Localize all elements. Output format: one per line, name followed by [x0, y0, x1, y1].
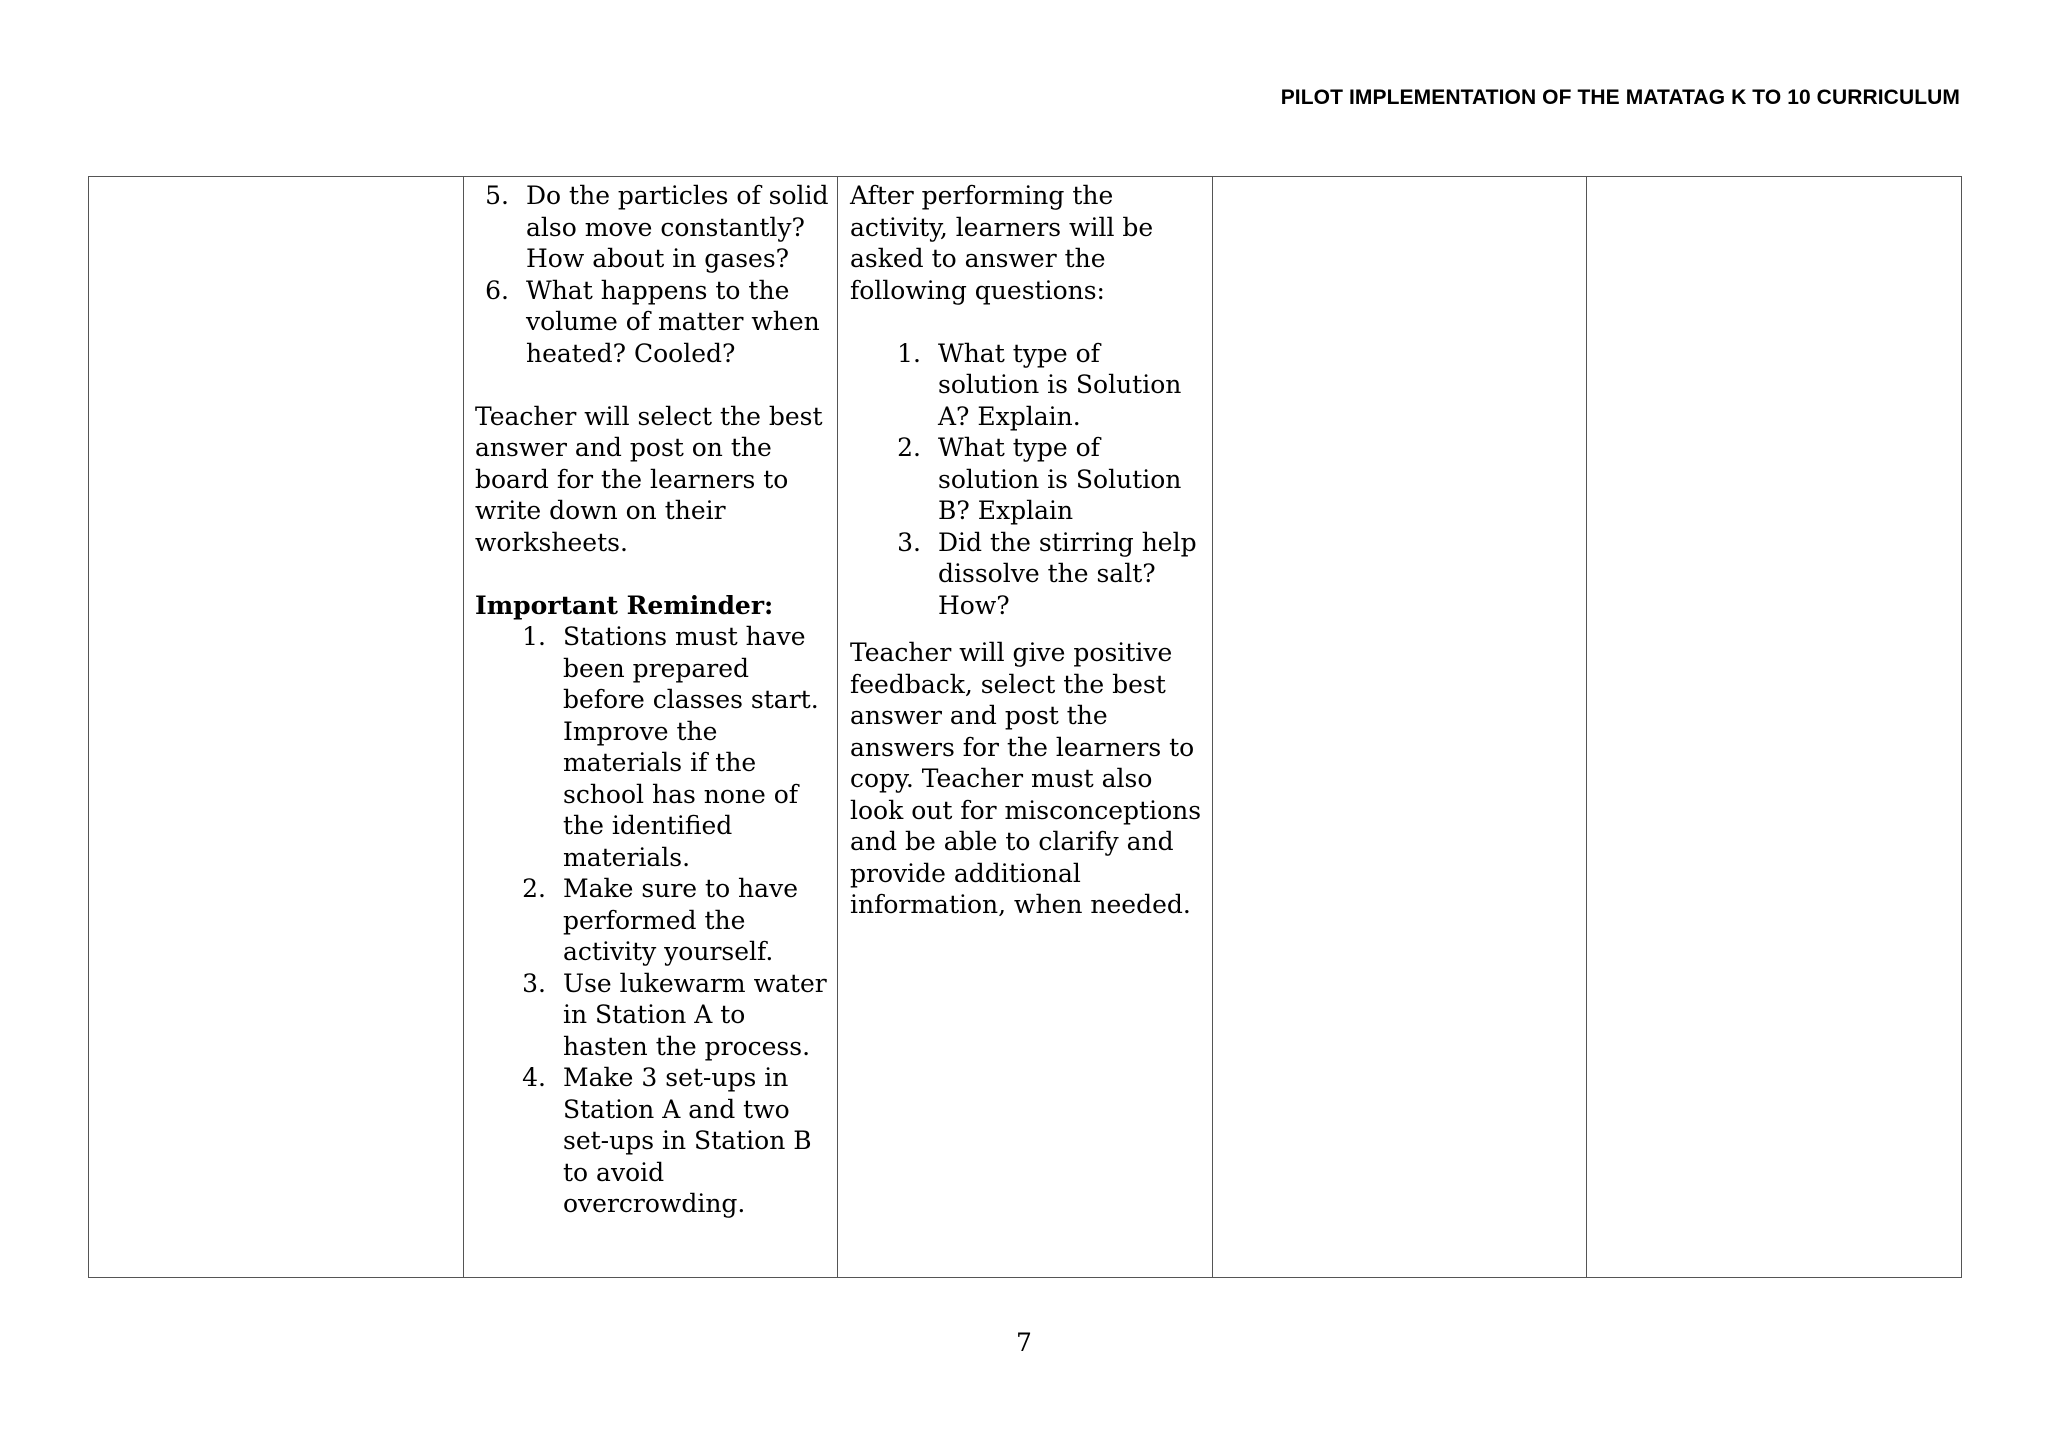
table-cell-col3	[838, 177, 1213, 1278]
activity-intro: After performing the activity, learners will be asked to answer the following questions:	[850, 181, 1154, 305]
list-item-number: 3.	[897, 527, 921, 557]
list-item	[475, 873, 829, 968]
list-item	[850, 527, 1204, 622]
list-item-text: Use lukewarm water in Station A to hasten the process.	[563, 968, 827, 1061]
list-item-number: 2.	[897, 433, 921, 462]
reminders-list	[475, 621, 829, 1220]
table-cell-col5	[1587, 177, 1962, 1278]
list-item-text: Stations must have been prepared before classes start. Improve the materials if the school has none of the identified materials.	[563, 622, 819, 872]
process-questions-list	[475, 180, 829, 369]
table-row	[89, 177, 1962, 1278]
teacher-note: Teacher will select the best answer and post on the board for the learners to write down on their worksheets.	[475, 401, 823, 557]
list-item	[475, 275, 829, 370]
list-item-number: 1.	[897, 338, 921, 368]
list-item	[850, 432, 1204, 527]
teacher-feedback-note: Teacher will give positive feedback, select the best answer and post the answers for the learners to copy. Teacher must also look out for misconceptions and be able to clarify and provide additional information, when needed.	[850, 638, 1202, 919]
list-item-text: Do the particles of solid also move constantly? How about in gases?	[526, 181, 829, 273]
list-item-number: 6.	[485, 275, 509, 305]
table-cell-col4	[1213, 177, 1587, 1278]
list-item-text: What type of solution is Solution A? Explain.	[938, 338, 1182, 431]
page-number: 7	[1016, 1328, 1032, 1357]
list-item-number: 1.	[522, 622, 546, 651]
table-cell-col1	[89, 177, 464, 1278]
list-item-text: What happens to the volume of matter when heated? Cooled?	[526, 275, 820, 368]
list-item-number: 4.	[522, 1063, 546, 1092]
table-cell-col2	[464, 177, 838, 1278]
list-item-text: Make sure to have performed the activity yourself.	[563, 874, 798, 966]
activity-questions-list	[850, 338, 1204, 622]
list-item-text: Make 3 set-ups in Station A and two set-ups in Station B to avoid overcrowding.	[563, 1063, 812, 1218]
list-item-text: What type of solution is Solution B? Explain	[938, 433, 1182, 525]
list-item	[475, 180, 829, 275]
reminder-heading: Important Reminder:	[475, 590, 774, 620]
document-header: PILOT IMPLEMENTATION OF THE MATATAG K TO 10 CURRICULUM	[1280, 86, 1960, 109]
list-item-number: 3.	[522, 968, 546, 998]
list-item-text: Did the stirring help dissolve the salt? How?	[938, 527, 1197, 620]
list-item	[475, 1062, 829, 1220]
list-item	[475, 968, 829, 1063]
list-item	[850, 338, 1204, 433]
list-item	[475, 621, 829, 873]
lesson-plan-table	[88, 176, 1962, 1278]
list-item-number: 2.	[522, 874, 546, 903]
list-item-number: 5.	[485, 181, 509, 210]
